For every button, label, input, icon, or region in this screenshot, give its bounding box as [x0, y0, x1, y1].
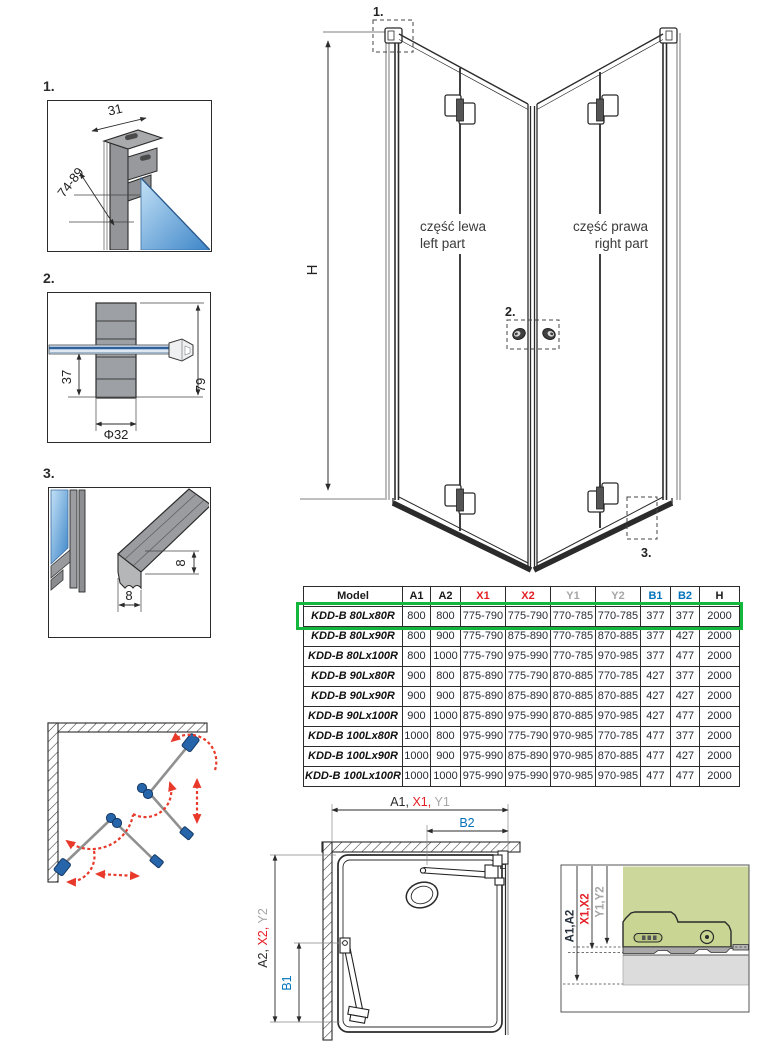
dim-74-89-text: 74-89 — [54, 164, 87, 200]
left-wall-profile — [385, 28, 402, 500]
value-cell: 2000 — [699, 607, 739, 627]
value-cell: 775-790 — [505, 727, 550, 747]
left-door-upper-hinge — [445, 95, 475, 124]
value-cell: 1000 — [430, 767, 460, 787]
value-cell: 1000 — [430, 647, 460, 667]
model-cell: KDD-B 90Lx80R — [304, 667, 403, 687]
column-header: Model — [304, 587, 403, 607]
value-cell: 875-890 — [460, 707, 505, 727]
dim-31 — [92, 101, 146, 131]
callout-1-text: 1. — [373, 5, 384, 19]
table-row — [304, 727, 740, 747]
value-cell: 377 — [640, 647, 670, 667]
column-header: Y1 — [550, 587, 595, 607]
detail2-label: 2. — [43, 270, 55, 286]
value-cell: 427 — [640, 687, 670, 707]
dim-top-text — [390, 795, 450, 809]
value-cell: 870-885 — [550, 667, 595, 687]
callout-2 — [505, 305, 559, 349]
height-label: H — [304, 264, 321, 276]
detail3-label: 3. — [43, 465, 55, 481]
value-cell: 870-885 — [550, 687, 595, 707]
left-door-lower-hinge — [445, 485, 475, 514]
value-cell: 900 — [430, 627, 460, 647]
value-cell: 900 — [430, 747, 460, 767]
left-knob-icon — [511, 326, 527, 341]
value-cell: 427 — [670, 627, 699, 647]
value-cell: 870-885 — [595, 747, 640, 767]
value-cell: 2000 — [699, 667, 739, 687]
value-cell: 427 — [640, 667, 670, 687]
model-cell: KDD-B 90Lx100R — [304, 707, 403, 727]
value-cell: 477 — [640, 767, 670, 787]
model-cell: KDD-B 80Lx90R — [304, 627, 403, 647]
value-cell: 775-790 — [505, 607, 550, 627]
value-cell: 427 — [640, 707, 670, 727]
model-cell: KDD-B 80Lx80R — [304, 607, 403, 627]
value-cell: 900 — [430, 687, 460, 707]
value-cell: 770-785 — [595, 667, 640, 687]
dim-y2: Y2 — [256, 908, 270, 924]
value-cell: 870-885 — [595, 687, 640, 707]
dim-x2: X2, — [256, 923, 270, 946]
tray-shelf — [623, 955, 749, 985]
dim-8v-text: 8 — [173, 559, 188, 567]
value-cell: 427 — [670, 687, 699, 707]
value-cell: 2000 — [699, 767, 739, 787]
dim-y1: Y1 — [434, 795, 450, 809]
value-cell: 970-985 — [595, 647, 640, 667]
table-row — [304, 607, 740, 627]
value-cell: 875-890 — [460, 667, 505, 687]
value-cell: 975-990 — [460, 727, 505, 747]
value-cell: 800 — [430, 727, 460, 747]
value-cell: 775-790 — [460, 627, 505, 647]
model-cell: KDD-B 100Lx100R — [304, 767, 403, 787]
column-header: A2 — [430, 587, 460, 607]
table-row — [304, 627, 740, 647]
dim-a2: A2, — [256, 945, 270, 968]
value-cell: 800 — [402, 647, 430, 667]
glass-panel — [141, 178, 210, 250]
dim-left-text — [256, 908, 270, 968]
dim-8h-text: 8 — [125, 588, 133, 603]
left-part-label-en: left part — [420, 236, 466, 251]
value-cell: 2000 — [699, 627, 739, 647]
value-cell: 770-785 — [595, 727, 640, 747]
table-row — [304, 767, 740, 787]
size-table-wrap — [303, 586, 740, 787]
value-cell: 2000 — [699, 647, 739, 667]
folding-schematic — [30, 710, 245, 900]
h-dimension — [300, 32, 388, 499]
right-door-upper-hinge — [588, 95, 618, 124]
value-cell: 800 — [430, 607, 460, 627]
seal-tip — [169, 339, 193, 361]
value-cell: 770-785 — [550, 647, 595, 667]
value-cell: 900 — [402, 687, 430, 707]
value-cell: 2000 — [699, 747, 739, 767]
value-cell: 2000 — [699, 707, 739, 727]
detail1-label: 1. — [43, 78, 55, 94]
value-cell: 477 — [670, 767, 699, 787]
dim-a1a2-text: A1,A2 — [564, 909, 577, 943]
value-cell: 427 — [670, 747, 699, 767]
dim-y1y2-text: Y1,Y2 — [594, 886, 607, 918]
column-header: H — [699, 587, 739, 607]
hinge-icon — [143, 789, 152, 798]
value-cell: 975-990 — [505, 707, 550, 727]
dim-b1-text: B1 — [280, 975, 294, 991]
model-cell: KDD-B 100Lx90R — [304, 747, 403, 767]
value-cell: 1000 — [402, 767, 430, 787]
bracket-base — [623, 947, 733, 954]
detail1-drawing — [48, 101, 210, 250]
value-cell: 970-985 — [595, 767, 640, 787]
right-wall-profile — [660, 28, 680, 500]
shower-tray — [338, 855, 502, 1032]
callout-3-text: 3. — [641, 546, 652, 560]
size-table-body — [304, 587, 740, 787]
detail3-box — [48, 487, 211, 638]
model-cell: KDD-B 100Lx80R — [304, 727, 403, 747]
center-post — [528, 104, 537, 570]
fold-direction-arrows — [67, 735, 216, 882]
value-cell: 1000 — [430, 707, 460, 727]
value-cell: 770-785 — [595, 607, 640, 627]
value-cell: 377 — [670, 727, 699, 747]
column-header: X1 — [460, 587, 505, 607]
column-header: B2 — [670, 587, 699, 607]
value-cell: 975-990 — [505, 767, 550, 787]
column-header: A1 — [402, 587, 430, 607]
top-view-plan — [250, 795, 550, 1044]
callout-2-text: 2. — [505, 305, 516, 319]
value-cell: 377 — [670, 667, 699, 687]
value-cell: 1000 — [402, 727, 430, 747]
value-cell: 800 — [430, 667, 460, 687]
dim-x1x2-text: X1,X2 — [579, 893, 592, 925]
bottom-rails — [393, 498, 672, 570]
left-part-label-pl: część lewa — [420, 219, 487, 234]
value-cell: 477 — [640, 727, 670, 747]
value-cell: 1000 — [402, 747, 430, 767]
value-cell: 477 — [670, 647, 699, 667]
table-row — [304, 707, 740, 727]
value-cell: 2000 — [699, 727, 739, 747]
value-cell: 875-890 — [505, 627, 550, 647]
value-cell: 975-990 — [460, 747, 505, 767]
dim-79-text: 79 — [193, 377, 208, 393]
hinge-icon — [112, 818, 121, 827]
size-table — [303, 586, 740, 787]
value-cell: 775-790 — [460, 647, 505, 667]
glass-with-profile — [51, 490, 85, 592]
right-door-lower-hinge — [588, 483, 618, 512]
column-header: B1 — [640, 587, 670, 607]
value-cell: 970-985 — [550, 747, 595, 767]
value-cell: 870-885 — [595, 627, 640, 647]
value-cell: 775-790 — [505, 667, 550, 687]
value-cell: 900 — [402, 707, 430, 727]
value-cell: 970-985 — [550, 767, 595, 787]
column-header: Y2 — [595, 587, 640, 607]
value-cell: 770-785 — [550, 607, 595, 627]
right-part-label-en: right part — [594, 236, 648, 251]
part-labels — [416, 214, 650, 254]
dim-b2-text: B2 — [459, 816, 475, 830]
value-cell: 377 — [670, 607, 699, 627]
callout-3 — [627, 497, 657, 560]
value-cell: 970-985 — [595, 707, 640, 727]
threshold-strip-3d — [118, 489, 209, 588]
detail2-drawing — [48, 293, 209, 441]
dim-31-text: 31 — [106, 101, 124, 119]
table-row — [304, 667, 740, 687]
value-cell: 875-890 — [505, 747, 550, 767]
value-cell: 975-990 — [505, 647, 550, 667]
model-cell: KDD-B 90Lx90R — [304, 687, 403, 707]
folded-door-left — [53, 813, 163, 876]
value-cell: 377 — [640, 607, 670, 627]
value-cell: 875-890 — [460, 687, 505, 707]
value-cell: 477 — [670, 707, 699, 727]
detail2-box — [47, 292, 211, 443]
value-cell: 377 — [640, 627, 670, 647]
dim-phi32-text: Φ32 — [103, 427, 129, 441]
dim-b1 — [280, 943, 342, 1022]
value-cell: 800 — [402, 607, 430, 627]
dim-x1: X1, — [412, 795, 435, 809]
value-cell: 477 — [640, 747, 670, 767]
value-cell: 2000 — [699, 687, 739, 707]
value-cell: 975-990 — [460, 767, 505, 787]
value-cell: 875-890 — [505, 687, 550, 707]
right-knob-icon — [541, 326, 557, 341]
value-cell: 800 — [402, 627, 430, 647]
dim-37-text: 37 — [59, 369, 74, 385]
value-cell: 970-985 — [550, 727, 595, 747]
folded-door-right — [137, 733, 199, 840]
value-cell: 870-885 — [550, 707, 595, 727]
glass-edge — [49, 345, 169, 354]
column-header: X2 — [505, 587, 550, 607]
right-part-label-pl: część prawa — [572, 219, 648, 234]
dim-a1: A1, — [390, 795, 413, 809]
table-row — [304, 747, 740, 767]
model-cell: KDD-B 80Lx100R — [304, 647, 403, 667]
detail3-drawing — [49, 488, 209, 636]
value-cell: 770-785 — [550, 627, 595, 647]
section-detail — [555, 860, 760, 1015]
value-cell: 775-790 — [460, 607, 505, 627]
table-row — [304, 687, 740, 707]
main-diagram — [290, 0, 770, 585]
value-cell: 900 — [402, 667, 430, 687]
dim-phi32 — [96, 399, 136, 441]
table-row — [304, 647, 740, 667]
detail1-box — [47, 100, 212, 252]
header-row — [304, 587, 740, 607]
